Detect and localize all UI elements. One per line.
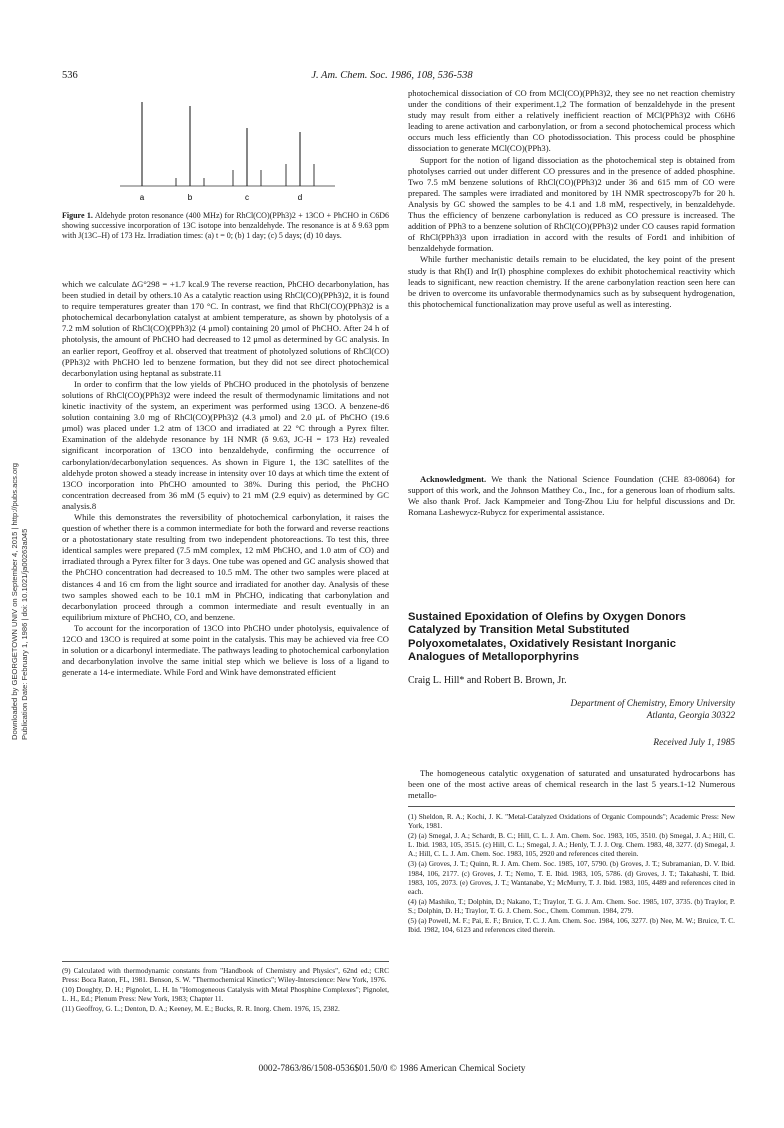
right-paragraph: Support for the notion of ligand dissociation as the photochemical step is obtained from photolyses carried out under different CO pressures and in the presence of added phosphine. Two 7.5 mM benzene solutions of RhCl(CO)(PPh3)2 under 36 and 615 mm of CO were prepared. The samples were irradiated and monitored by 1H NMR spectroscopy7b for 20 h. Analysis by GC showed the samples to be 4.1 and 1.8 mM, respectively, in benzaldehyde. Thus the efficiency of benzene carbonylation is reduced as CO pressure is increased. The addition of PPh3 to a benzene solution of RhCl(CO)(PPh3)2 under CO causes rapid formation of RhCl(PPh3)3 upon irradiation in accord with the results of Ford1 and inhibition of benzaldehyde formation. <box>408 154 735 254</box>
left-column-body <box>62 279 389 678</box>
article-affiliation <box>408 698 735 722</box>
left-paragraph: which we calculate ΔG°298 = +1.7 kcal.9 The reverse reaction, PhCHO decarbonylation, has been studied in detail by others.10 As a catalytic reaction using RhCl(CO)(PPh3)2, it is found to require temperatures greater than 170 °C. In contrast, we find that RhCl(CO)(PPh3)2 is a photochemical decarbonylation catalyst at ambient temperature, as shown by photolysis of a 7.2 mM solution of RhCl(CO)(PPh3)2 (4 μmol) containing 20 μmol of PhCHO. After 24 h of photolysis, the amount of PhCHO had decreased to 12 μmol as determined by GC analysis. In an earlier report, Geoffroy et al. observed that treatment of photolyzed solutions of RhCl(CO)(PPh3)2 with PhCHO led to benzene formation, but they did not see direct photochemical decarbonylation using heptanal as substrate.11 <box>62 279 389 378</box>
right-paragraph: photochemical dissociation of CO from MCl(CO)(PPh3)2, they see no net reaction chemistry under the conditions of their experiment.1,2 The formation of benzaldehyde in the present study may result from either a relatively inefficient reaction of MCl(PPh3)2 with C6H6 leading to arene activation and carbonylation, or from a second photochemical process which occurs much less efficiently than CO photodissociation. This process could be phosphine dissociation to generate MCl(CO)(PPh3). <box>408 88 735 154</box>
acknowledgment <box>408 474 735 518</box>
received-date: Received July 1, 1985 <box>653 738 735 748</box>
reference: (4) (a) Mashiko, T.; Dolphin, D.; Nakano, T.; Traylor, T. G. J. Am. Chem. Soc. 1985, 107, 3735. (b) Traylor, P. S.; Dolphin, D. H.; Traylor, T. G. J. Chem. Soc., Chem. Commun. 1984, 279. <box>408 896 735 915</box>
figure-caption-text: Aldehyde proton resonance (400 MHz) for RhCl(CO)(PPh3)2 + 13CO + PhCHO in C6D6 showing successive incorporation of 13C isotope into benzaldehyde. The resonance is at δ 9.63 ppm with J(13C–H) of 173 Hz. Irradiation times: (a) t = 0; (b) 1 day; (c) 5 days; (d) 10 days. <box>62 211 389 241</box>
footnote-rule <box>62 961 389 962</box>
left-paragraph: To account for the incorporation of 13CO into PhCHO under photolysis, equivalence of 12CO and 13CO is required at some point in the catalysis. This may be achieved via free CO in solution or a dicarbonyl intermediate. The pathways leading to photochemical carbonylation and decarbonylation involve the same initial step which we believe is loss of a ligand to generate a 14-e intermediate. While Ford and Wink have demonstrated efficient <box>62 622 389 678</box>
download-note-line1: Downloaded by GEORGETOWN UNIV on September 4, 2015 | http://pubs.acs.org <box>10 462 19 740</box>
nmr-spectra <box>110 98 340 208</box>
acknowledgment-label: Acknowledgment. <box>420 474 487 484</box>
right-paragraph: While further mechanistic details remain to be elucidated, the key point of the present study is that Rh(I) and Ir(I) phosphine complexes do exhibit photochemical reactivity which leads to significant, new reaction chemistry. If the arene carbonylation reaction seen here can be driven to overcome its unfavorable thermodynamics such as by subsequent hydrogenation, this photochemical functionalization may prove useful as well as interesting. <box>408 254 735 309</box>
page-footer: 0002-7863/86/1508-0536$01.50/0 © 1986 American Chemical Society <box>258 1064 526 1074</box>
reference: (5) (a) Powell, M. F.; Pai, E. F.; Bruice, T. C. J. Am. Chem. Soc. 1984, 106, 3277. (b) Nee, M. W.; Bruice, T. C. Ibid. 1982, 104, 6123 and references cited therein. <box>408 916 735 935</box>
reference: (3) (a) Groves, J. T.; Quinn, R. J. Am. Chem. Soc. 1985, 107, 5790. (b) Groves, J. T.; Subramanian, D. V. Ibid. 1984, 106, 2177. (c) Groves, J. T.; Nemo, T. E. Ibid. 1983, 105, 5786. (d) Groves, J. T.; Takahashi, T. Ibid. 1983, 105, 2073. (e) Groves, J. T.; Wantanabe, Y.; McMurry, T. J. Ibid. 1983, 105, 4489 and references cited in each. <box>408 859 735 896</box>
reference: (1) Sheldon, R. A.; Kochi, J. K. "Metal-Catalyzed Oxidations of Organic Compounds"; Academic Press: New York, 1981. <box>408 812 735 831</box>
footnote: (10) Doughty, D. H.; Pignolet, L. H. In "Homogeneous Catalysis with Metal Phosphine Complexes"; Pignolet, L. H., Ed.; Plenum Press: New York, 1983; Chapter 11. <box>62 985 389 1004</box>
left-footnotes <box>62 966 389 1014</box>
spectrum-label-a: a <box>139 193 145 202</box>
spectrum-b <box>176 106 204 186</box>
article-title: Sustained Epoxidation of Olefins by Oxygen Donors Catalyzed by Transition Metal Substituted Polyoxometalates, Oxidatively Resistant Inorganic Analogues of Metalloporphyrins <box>408 611 686 664</box>
spectrum-label-d: d <box>297 193 303 202</box>
running-header: J. Am. Chem. Soc. 1986, 108, 536-538 <box>311 70 473 81</box>
download-note <box>10 463 30 740</box>
article-intro <box>408 768 735 801</box>
article-authors: Craig L. Hill* and Robert B. Brown, Jr. <box>408 675 567 686</box>
references-rule <box>408 806 735 807</box>
affiliation-line1: Department of Chemistry, Emory University <box>570 699 735 709</box>
left-paragraph: While this demonstrates the reversibility of photochemical carbonylation, it raises the question of whether there is a common intermediate for both the forward and reverse reactions or a photostationary state resulting from two independent photoreactions. To test this, three identical samples were prepared (7.5 mM complex, 12 mM PhCHO, and 1.0 atm of CO) and irradiated through a Pyrex filter for 3 days. One tube was opened and GC analysis showed that the PhCHO concentration had decreased to 10.5 mM. The other two samples were placed at distances 4 and 16 cm from the light source and irradiated for another day. Analysis of these two samples showed each to be 10.1 mM in PhCHO, indicating that carbonylation and decarbonylation proceed through a common intermediate and result eventually in an equilibrium mixture of PhCHO, CO, and benzene. <box>62 511 389 622</box>
figure-caption <box>62 211 389 242</box>
spectrum-label-b: b <box>187 193 193 202</box>
references <box>408 812 735 935</box>
right-column-body <box>408 88 735 310</box>
footnote: (11) Geoffroy, G. L.; Denton, D. A.; Keeney, M. E.; Bucks, R. R. Inorg. Chem. 1976, 15, 2382. <box>62 1004 340 1014</box>
spectrum-label-c: c <box>245 193 249 202</box>
intro-paragraph: The homogeneous catalytic oxygenation of saturated and unsaturated hydrocarbons has been one of the most active areas of chemical research in the last 5 years.1-12 Numerous metallo- <box>408 768 735 801</box>
acknowledgment-text: We thank the National Science Foundation (CHE 83-08064) for support of this work, and the Johnson Matthey Co., Inc., for a generous loan of rhodium salts. We also thank Prof. Jack Kampmeier and Tong-Zhou Liu for helpful discussions and Dr. Romana Lashewycz-Rubycz for experimental assistance. <box>408 474 735 518</box>
spectrum-d <box>286 132 314 186</box>
figure-caption-label: Figure 1. <box>62 211 93 220</box>
left-paragraph: In order to confirm that the low yields of PhCHO produced in the photolysis of benzene solutions of RhCl(CO)(PPh3)2 were indeed the result of thermodynamic limitations and not kinetic inactivity of the system, an experiment was performed using 13CO. A benzene-d6 solution containing 3.0 mg of RhCl(CO)(PPh3)2 (4.3 μmol) and 2.0 μL of PhCHO (19.6 μmol) was placed under 1.2 atm of 13CO and irradiated at 22 °C through a Pyrex filter. Examination of the aldehyde resonance by 1H NMR (δ 9.63, JC-H = 173 Hz) revealed significant incorporation of 13CO into benzaldehyde, confirming the occurrence of carbonylation/decarbonylation sequences. As shown in Figure 1, the 13C satellites of the aldehyde proton showed a steady increase in intensity over 10 days at which time the extent of 13CO incorporation into PhCHO amounted to 38%. During this period, the PhCHO concentration decreased from 36 mM (5 equiv) to 21 mM (2.9 equiv) as determined by GC analysis.8 <box>62 378 389 511</box>
affiliation-line2: Atlanta, Georgia 30322 <box>646 711 735 721</box>
footnote: (9) Calculated with thermodynamic constants from "Handbook of Chemistry and Physics", 62nd ed.; CRC Press: Boca Raton, FL, 1981. Benson, S. W. "Thermochemical Kinetics"; Wiley-Interscience: New York, 1976. <box>62 966 389 985</box>
download-note-line2: Publication Date: February 1, 1986 | doi: 10.1021/ja00263a045 <box>20 528 29 740</box>
figure-1 <box>110 98 340 208</box>
page-number: 536 <box>62 70 78 81</box>
reference: (2) (a) Smegal, J. A.; Schardt, B. C.; Hill, C. L. J. Am. Chem. Soc. 1983, 105, 3510. (b) Smegal, J. A.; Hill, C. L. Ibid. 1983, 105, 3515. (c) Hill, C. L.; Smegal, J. A.; Henly, T. J. J. Org. Chem. 1983, 48, 3277. (d) Smegal, J. A.; Hill, C. L. J. Am. Chem. Soc. 1983, 105, 2920 and references cited therein. <box>408 831 735 859</box>
spectrum-c <box>233 128 261 186</box>
